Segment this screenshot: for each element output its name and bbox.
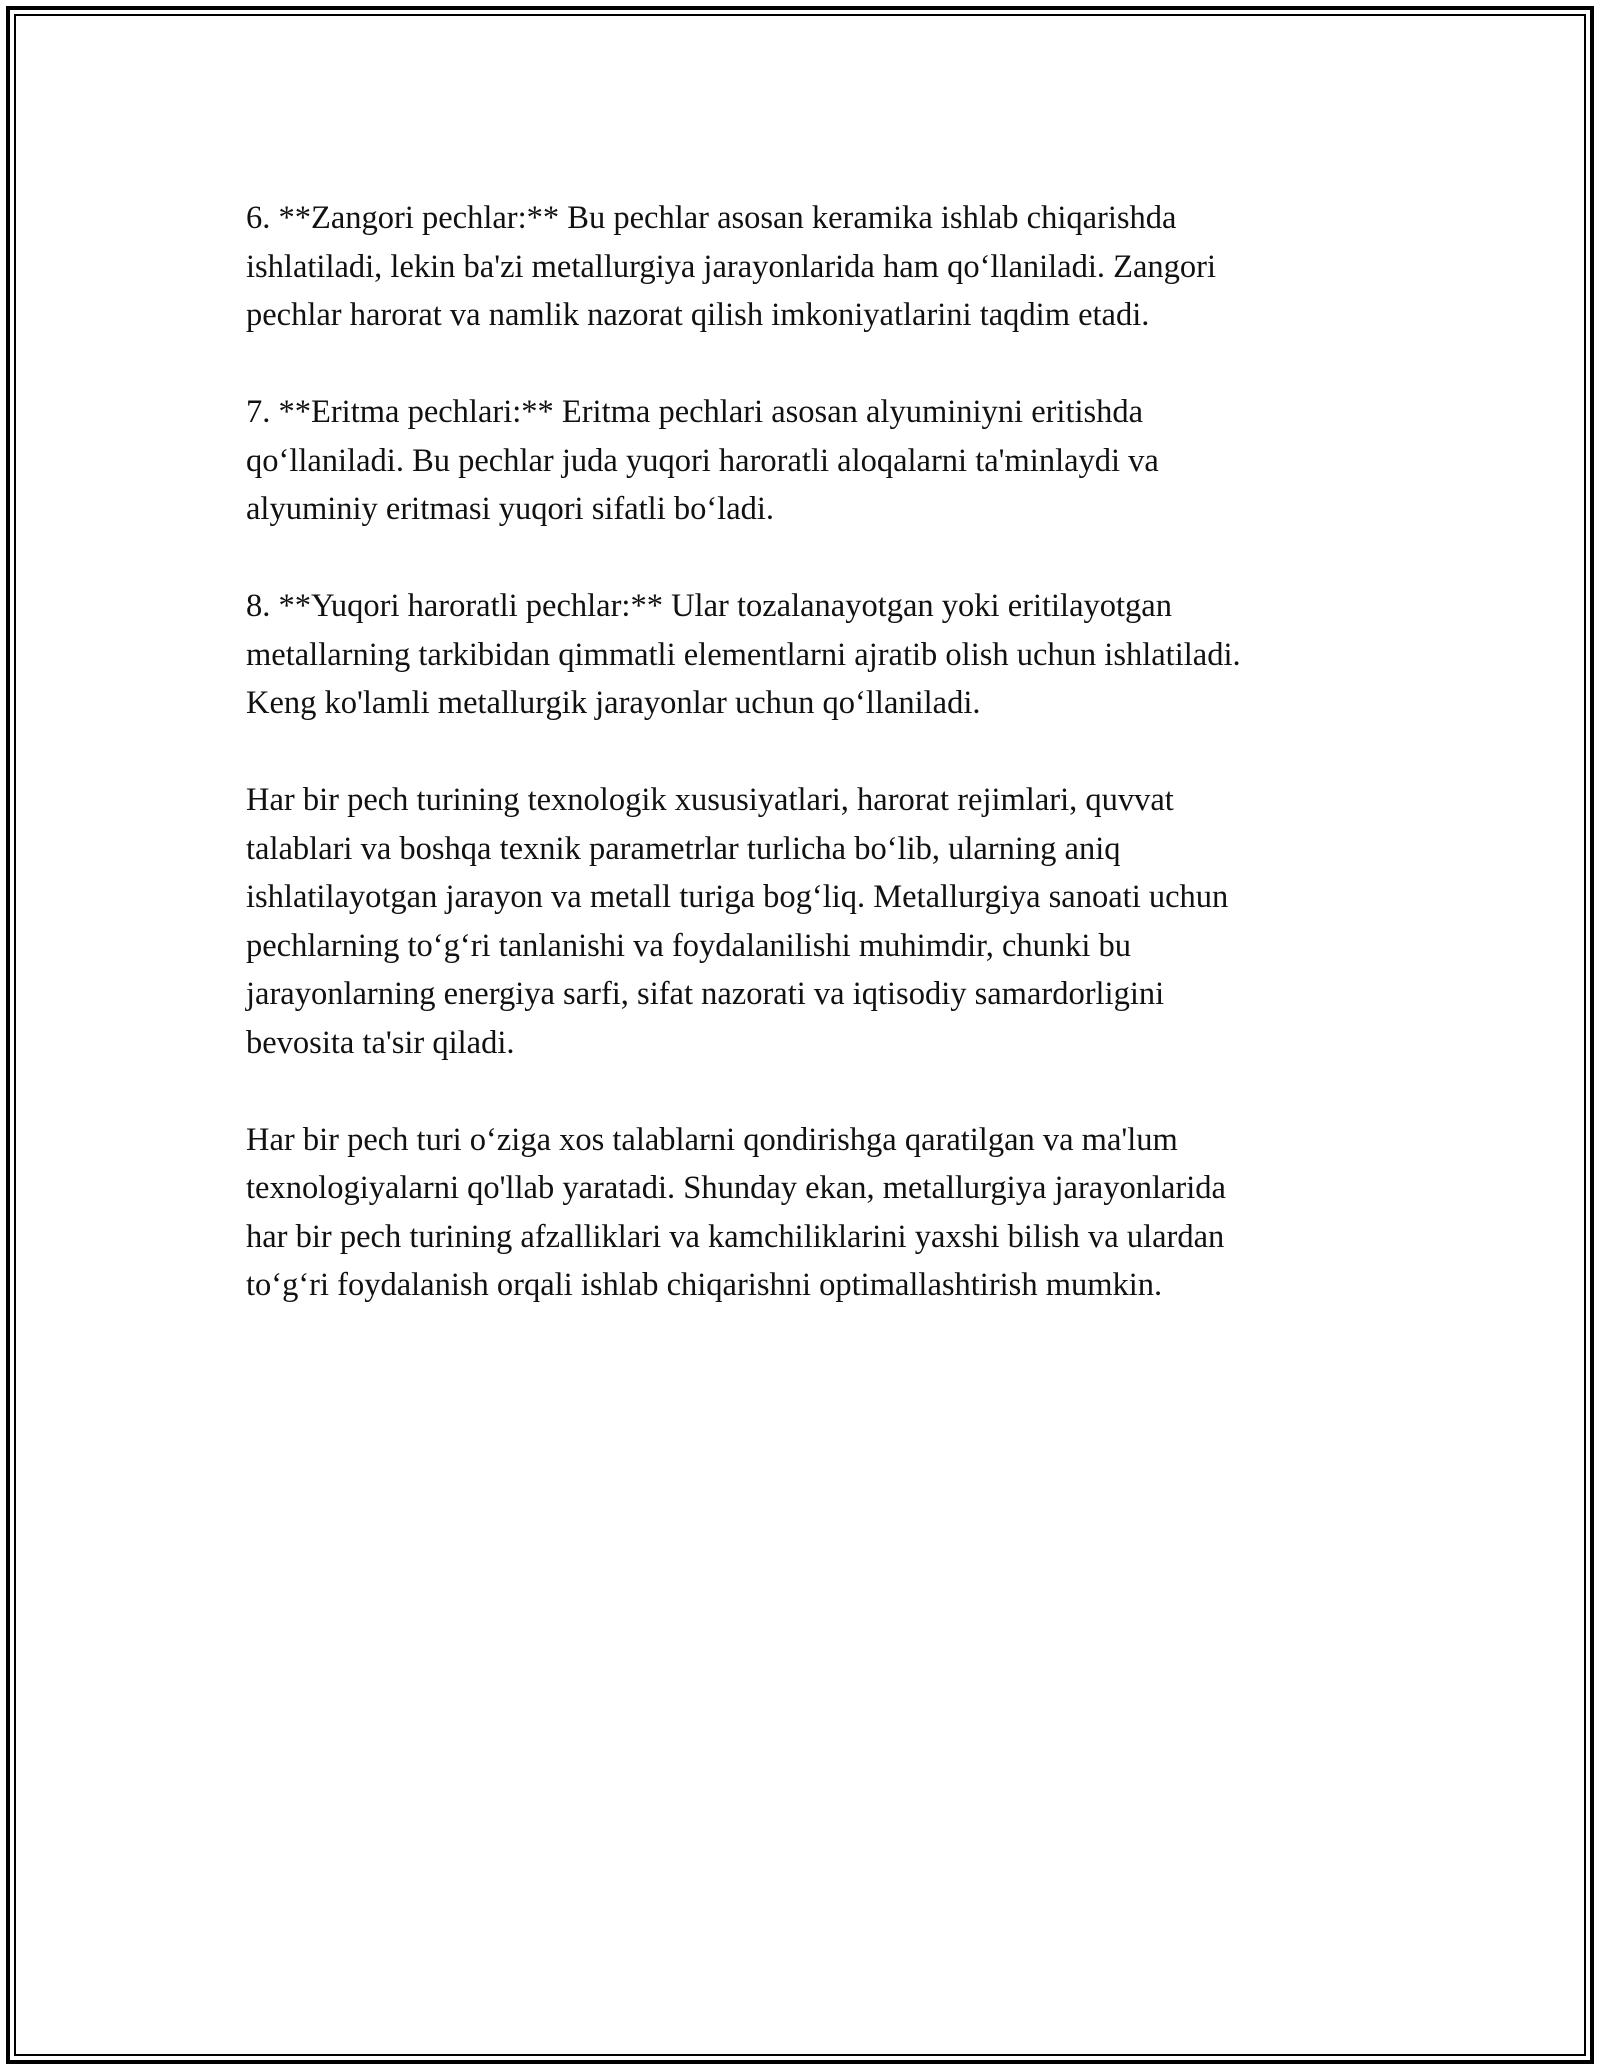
text-line: har bir pech turining afzalliklari va kamchiliklarini yaxshi bilish va ulardan bbox=[246, 1218, 1225, 1255]
text-line: qo‘llaniladi. Bu pechlar juda yuqori haroratli aloqalarni ta'minlaydi va bbox=[246, 442, 1159, 479]
text-line: 7. **Eritma pechlari:** Eritma pechlari asosan alyuminiyni eritishda bbox=[246, 394, 1144, 430]
text-line: 8. **Yuqori haroratli pechlar:** Ular tozalanayotgan yoki eritilayotgan bbox=[246, 588, 1172, 624]
text-line: texnologiyalarni qo'llab yaratadi. Shunday ekan, metallurgiya jarayonlarida bbox=[246, 1170, 1226, 1206]
text-line: ishlatiladi, lekin ba'zi metallurgiya jarayonlarida ham qo‘llaniladi. Zangori bbox=[246, 248, 1217, 285]
paragraph-texnologik-xususiyatlar bbox=[246, 776, 1426, 1067]
text-line: jarayonlarning energiya sarfi, sifat nazorati va iqtisodiy samardorligini bbox=[246, 976, 1165, 1012]
text-line: metallarning tarkibidan qimmatli elementlarni ajratib olish uchun ishlatiladi. bbox=[246, 636, 1241, 673]
text-line: Har bir pech turi o‘ziga xos talablarni qondirishga qaratilgan va ma'lum bbox=[246, 1121, 1178, 1158]
text-line: to‘g‘ri foydalanish orqali ishlab chiqarishni optimallashtirish mumkin. bbox=[246, 1267, 1163, 1303]
paragraph-zangori-pechlar bbox=[246, 194, 1426, 340]
text-line: 6. **Zangori pechlar:** Bu pechlar asosan keramika ishlab chiqarishda bbox=[246, 200, 1177, 236]
paragraph-eritma-pechlari bbox=[246, 388, 1426, 534]
text-line: pechlar harorat va namlik nazorat qilish imkoniyatlarini taqdim etadi. bbox=[246, 297, 1150, 333]
text-line: talablari va boshqa texnik parametrlar turlicha bo‘lib, ularning aniq bbox=[246, 830, 1121, 867]
paragraph-yuqori-haroratli-pechlar bbox=[246, 582, 1426, 728]
text-line: alyuminiy eritmasi yuqori sifatli bo‘ladi. bbox=[246, 491, 775, 527]
text-line: ishlatilayotgan jarayon va metall turiga bog‘liq. Metallurgiya sanoati uchun bbox=[246, 879, 1229, 915]
text-line: bevosita ta'sir qiladi. bbox=[246, 1024, 515, 1061]
text-line: pechlarning to‘g‘ri tanlanishi va foydalanilishi muhimdir, chunki bu bbox=[246, 927, 1132, 964]
text-line: Keng ko'lamli metallurgik jarayonlar uchun qo‘llaniladi. bbox=[246, 685, 981, 721]
page-frame bbox=[6, 6, 1594, 2064]
text-line: Har bir pech turining texnologik xususiyatlari, harorat rejimlari, quvvat bbox=[246, 782, 1174, 818]
document-body bbox=[246, 194, 1426, 1358]
paragraph-xulosa bbox=[246, 1116, 1426, 1310]
